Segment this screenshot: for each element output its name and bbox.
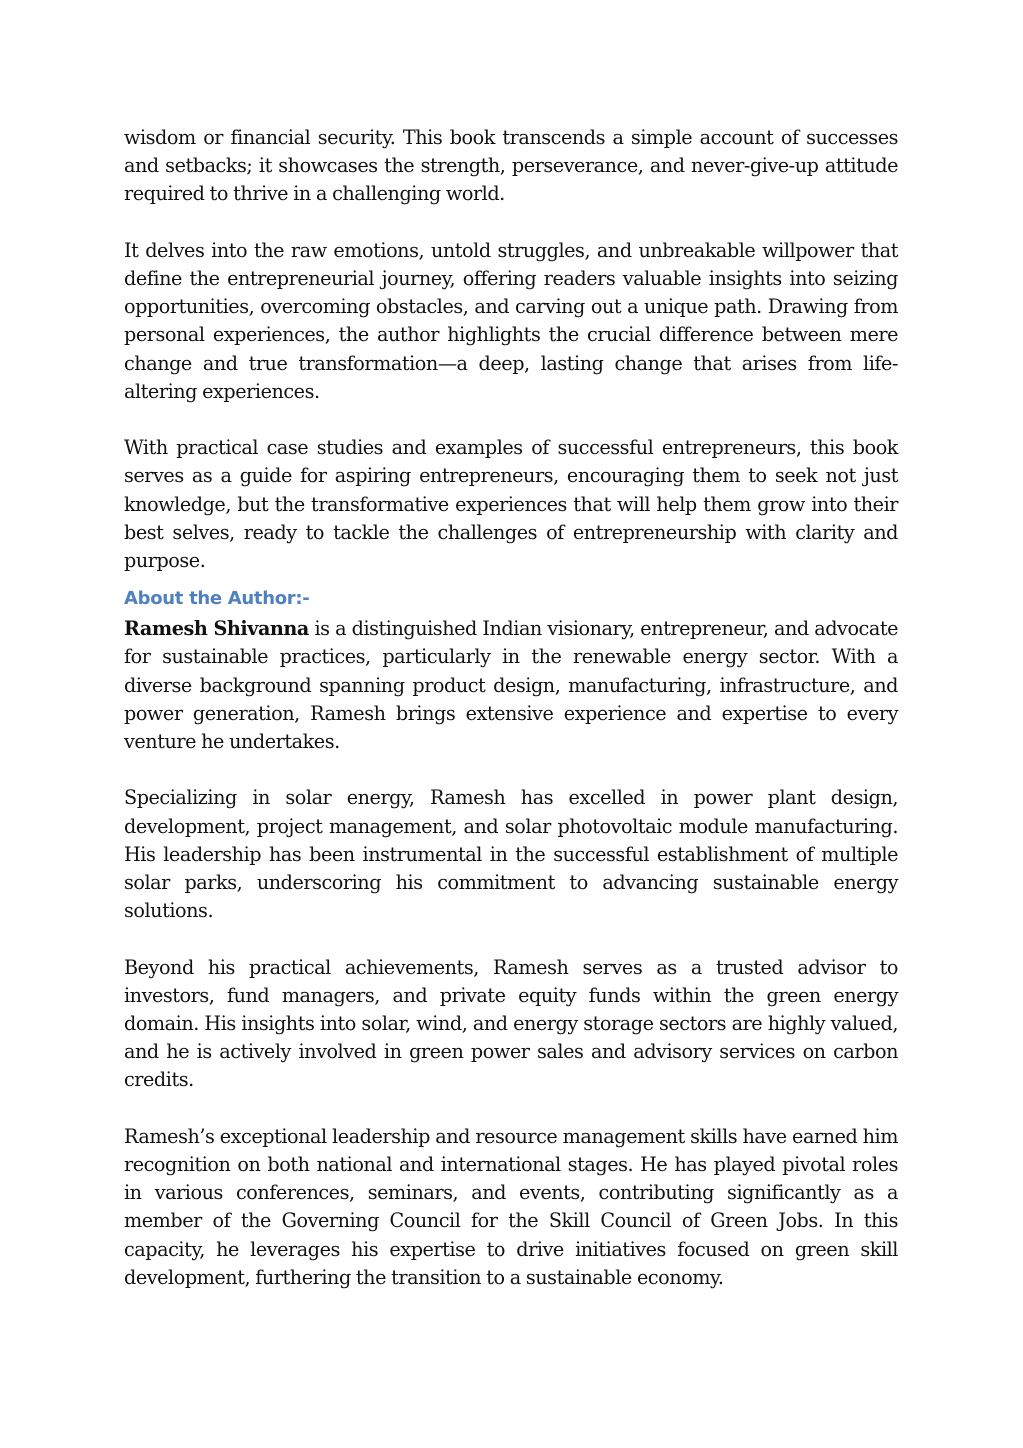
paragraph-book-summary: wisdom or financial security. This book transcends a simple account of successes and setbacks; it showcases the strength, perseverance, and never-give-up attitude required to thrive in a challenging world. (124, 126, 898, 206)
document-page (124, 124, 898, 1320)
paragraph-case-studies: With practical case studies and examples of successful entrepreneurs, this book serves as a guide for aspiring entrepreneurs, encouraging them to seek not just knowledge, but the transformative experiences that will help them grow into their best selves, ready to tackle the challenges of entrepreneurship with clarity and purpose. (124, 436, 898, 573)
author-intro-text: is a distinguished Indian visionary, entrepreneur, and advocate for sustainable practices, particularly in the renewable energy sector. With a diverse background spanning product design, manufacturing, infrastructure, and power generation, Ramesh brings extensive experience and expertise to every venture he undertakes. (124, 617, 898, 754)
author-name: Ramesh Shivanna (124, 617, 309, 641)
paragraph-author-intro (124, 615, 898, 756)
paragraph-leadership-recognition: Ramesh’s exceptional leadership and resource management skills have earned him recognition on both national and international stages. He has played pivotal roles in various conferences, seminars, and events, contributing significantly as a member of the Governing Council for the Skill Council of Green Jobs. In this capacity, he leverages his expertise to drive initiatives focused on green skill development, furthering the transition to a sustainable economy. (124, 1124, 898, 1289)
about-author-heading: About the Author:- (124, 588, 310, 610)
paragraph-advisory-role: Beyond his practical achievements, Ramesh serves as a trusted advisor to investors, fund managers, and private equity funds within the green energy domain. His insights into solar, wind, and energy storage sectors are highly valued, and he is actively involved in green power sales and advisory services on carbon credits. (124, 955, 898, 1092)
paragraph-solar-specialization: Specializing in solar energy, Ramesh has excelled in power plant design, development, project management, and solar photovoltaic module manufacturing. His leadership has been instrumental in the successful establishment of multiple solar parks, underscoring his commitment to advancing sustainable energy solutions. (124, 786, 898, 923)
paragraph-entrepreneurial-journey: It delves into the raw emotions, untold struggles, and unbreakable willpower that define the entrepreneurial journey, offering readers valuable insights into seizing opportunities, overcoming obstacles, and carving out a unique path. Drawing from personal experiences, the author highlights the crucial difference between mere change and true transformation—a deep, lasting change that arises from life-altering experiences. (124, 238, 898, 403)
